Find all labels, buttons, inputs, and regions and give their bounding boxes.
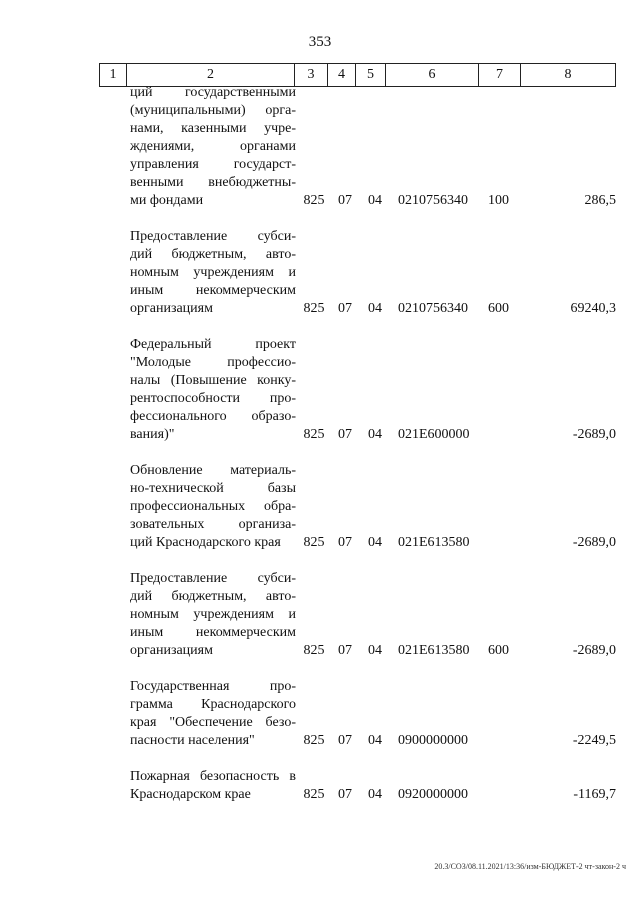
target-article-code: 021E613580 (398, 643, 470, 658)
description-line: номным учреждениям и (130, 265, 296, 280)
description-line: ций государственными (130, 85, 296, 100)
description-line: иным некоммерческим (130, 283, 296, 298)
amount: 286,5 (584, 193, 616, 208)
row-description (130, 462, 296, 552)
section-code: 07 (338, 301, 352, 316)
expense-type-code: 100 (488, 193, 509, 208)
subsection-code: 04 (368, 643, 382, 658)
amount: -2689,0 (572, 535, 616, 550)
column-header-6: 6 (386, 64, 479, 87)
description-line: Обновление материаль- (130, 463, 296, 478)
target-article-code: 021E613580 (398, 535, 470, 550)
description-line: номным учреждениям и (130, 607, 296, 622)
description-line: дий бюджетным, авто- (130, 247, 296, 262)
row-description (130, 678, 296, 750)
ministry-code: 825 (303, 643, 325, 658)
target-article-code: 0210756340 (398, 193, 468, 208)
subsection-code: 04 (368, 301, 382, 316)
row-description (130, 228, 296, 318)
ministry-code: 825 (303, 733, 325, 748)
column-header-2: 2 (127, 64, 295, 87)
ministry-code: 825 (303, 787, 325, 802)
amount: -2249,5 (572, 733, 616, 748)
description-line: Пожарная безопасность в (130, 769, 296, 784)
page-number: 353 (308, 34, 332, 50)
row-description (130, 768, 296, 804)
row-description (130, 570, 296, 660)
description-line: вания)" (130, 427, 175, 442)
ministry-code: 825 (303, 535, 325, 550)
amount: 69240,3 (570, 301, 616, 316)
document-footer-id: 20.3/СОЗ/08.11.2021/13:36/изм-БЮДЖЕТ-2 чт-закон-2 ч (434, 862, 626, 871)
column-header-8: 8 (521, 64, 616, 87)
expense-type-code: 600 (488, 301, 509, 316)
description-line: грамма Краснодарского (130, 697, 296, 712)
section-code: 07 (338, 787, 352, 802)
description-line: управления государст- (130, 157, 296, 172)
description-line: нами, казенными учре- (130, 121, 296, 136)
target-article-code: 0920000000 (398, 787, 468, 802)
description-line: венными внебюджетны- (130, 175, 296, 190)
target-article-code: 021E600000 (398, 427, 470, 442)
column-header-3: 3 (295, 64, 328, 87)
description-line: пасности населения" (130, 733, 255, 748)
subsection-code: 04 (368, 733, 382, 748)
description-line: дий бюджетным, авто- (130, 589, 296, 604)
description-line: иным некоммерческим (130, 625, 296, 640)
ministry-code: 825 (303, 427, 325, 442)
section-code: 07 (338, 193, 352, 208)
description-line: ций Краснодарского края (130, 535, 281, 550)
section-code: 07 (338, 427, 352, 442)
amount: -2689,0 (572, 643, 616, 658)
description-line: рентоспособности про- (130, 391, 296, 406)
amount: -1169,7 (573, 787, 616, 802)
description-line: зовательных организа- (130, 517, 296, 532)
target-article-code: 0210756340 (398, 301, 468, 316)
ministry-code: 825 (303, 193, 325, 208)
subsection-code: 04 (368, 787, 382, 802)
subsection-code: 04 (368, 193, 382, 208)
description-line: края "Обеспечение безо- (130, 715, 296, 730)
description-line: ждениями, органами (130, 139, 296, 154)
subsection-code: 04 (368, 427, 382, 442)
description-line: фессионального образо- (130, 409, 296, 424)
row-description (130, 336, 296, 444)
description-line: налы (Повышение конку- (130, 373, 296, 388)
description-line: но-технической базы (130, 481, 296, 496)
description-line: Федеральный проект (130, 337, 296, 352)
description-line: Предоставление субси- (130, 229, 296, 244)
description-line: ми фондами (130, 193, 204, 208)
column-header-7: 7 (479, 64, 521, 87)
description-line: (муниципальными) орга- (130, 103, 296, 118)
description-line: профессиональных обра- (130, 499, 296, 514)
column-header-1: 1 (100, 64, 127, 87)
expense-type-code: 600 (488, 643, 509, 658)
description-line: Государственная про- (130, 679, 296, 694)
column-header-5: 5 (356, 64, 386, 87)
section-code: 07 (338, 733, 352, 748)
section-code: 07 (338, 535, 352, 550)
description-line: "Молодые профессио- (130, 355, 296, 370)
target-article-code: 0900000000 (398, 733, 468, 748)
row-description (130, 84, 296, 210)
column-header-4: 4 (328, 64, 356, 87)
section-code: 07 (338, 643, 352, 658)
amount: -2689,0 (572, 427, 616, 442)
ministry-code: 825 (303, 301, 325, 316)
subsection-code: 04 (368, 535, 382, 550)
description-line: организациям (130, 643, 213, 658)
description-line: Предоставление субси- (130, 571, 296, 586)
description-line: организациям (130, 301, 213, 316)
description-line: Краснодарском крае (130, 787, 251, 802)
